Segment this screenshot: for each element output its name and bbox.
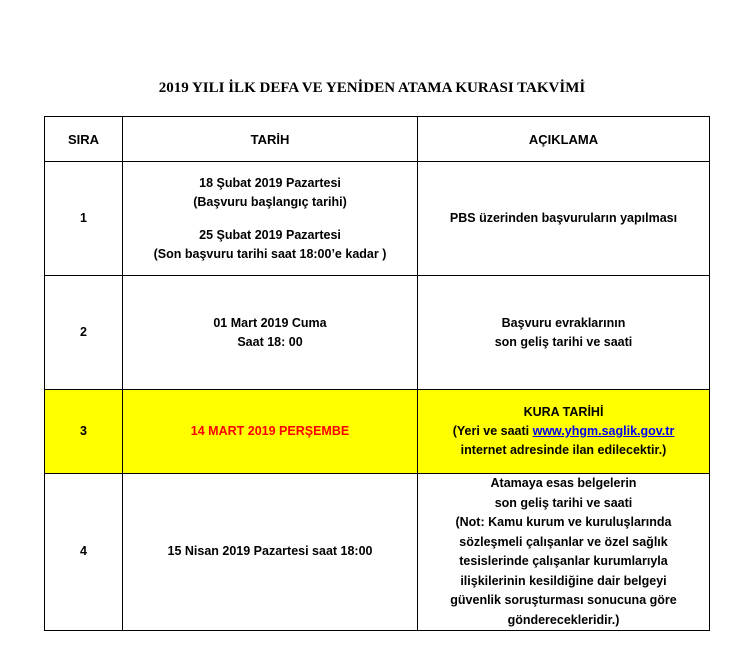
description-cell — [418, 276, 710, 390]
date-cell — [123, 162, 418, 276]
table-row-highlighted — [45, 390, 710, 474]
schedule-table — [44, 116, 710, 631]
row-number: 2 — [45, 276, 123, 390]
date-cell — [123, 276, 418, 390]
time-line: Saat 18: 00 — [237, 334, 303, 349]
description-line: (Not: Kamu kurum ve kuruluşlarında — [455, 515, 672, 529]
description-prefix: (Yeri ve saati — [452, 424, 533, 438]
description-line: ilişkilerinin kesildiğine dair belgeyi — [460, 573, 667, 588]
header-aciklama: AÇIKLAMA — [418, 117, 710, 162]
date-line: 01 Mart 2019 Cuma — [213, 315, 327, 330]
website-link[interactable]: www.yhgm.saglik.gov.tr — [532, 424, 675, 438]
table-row — [45, 474, 710, 631]
lottery-date: 14 MART 2019 PERŞEMBE — [123, 390, 418, 474]
description-line: internet adresinde ilan edilecektir.) — [460, 443, 667, 457]
table-row — [45, 276, 710, 390]
table-header-row — [45, 117, 710, 162]
description-line: gönderecekleridir.) — [507, 612, 620, 627]
date-note: (Son başvuru tarihi saat 18:00’e kadar ) — [153, 246, 387, 261]
description-line — [422, 422, 705, 441]
description-line: son geliş tarihi ve saati — [494, 334, 633, 349]
page-title: 2019 YILI İLK DEFA VE YENİDEN ATAMA KURASI TAKVİMİ — [158, 80, 586, 96]
description-line: Atamaya esas belgelerin — [490, 476, 637, 490]
description-line: Başvuru evraklarının — [501, 315, 626, 330]
date-note: (Başvuru başlangıç tarihi) — [193, 194, 347, 209]
description-line: tesislerinde çalışanlar kurumlarıyla — [459, 554, 668, 568]
header-tarih: TARİH — [123, 117, 418, 162]
table-row — [45, 162, 710, 276]
row-number: 4 — [45, 474, 123, 631]
date-line: 25 Şubat 2019 Pazartesi — [199, 227, 341, 242]
lottery-heading: KURA TARİHİ — [523, 405, 604, 419]
description-line: güvenlik soruşturması sonucuna göre — [450, 593, 677, 607]
date-cell: 15 Nisan 2019 Pazartesi saat 18:00 — [123, 474, 418, 631]
description-cell — [418, 474, 710, 631]
description-cell — [418, 390, 710, 474]
description-line: son geliş tarihi ve saati — [494, 495, 633, 510]
description-line: sözleşmeli çalışanlar ve özel sağlık — [459, 534, 668, 549]
row-number: 3 — [45, 390, 123, 474]
row-number: 1 — [45, 162, 123, 276]
header-sira: SIRA — [45, 117, 123, 162]
description-cell: PBS üzerinden başvuruların yapılması — [418, 162, 710, 276]
date-line: 18 Şubat 2019 Pazartesi — [199, 175, 341, 190]
